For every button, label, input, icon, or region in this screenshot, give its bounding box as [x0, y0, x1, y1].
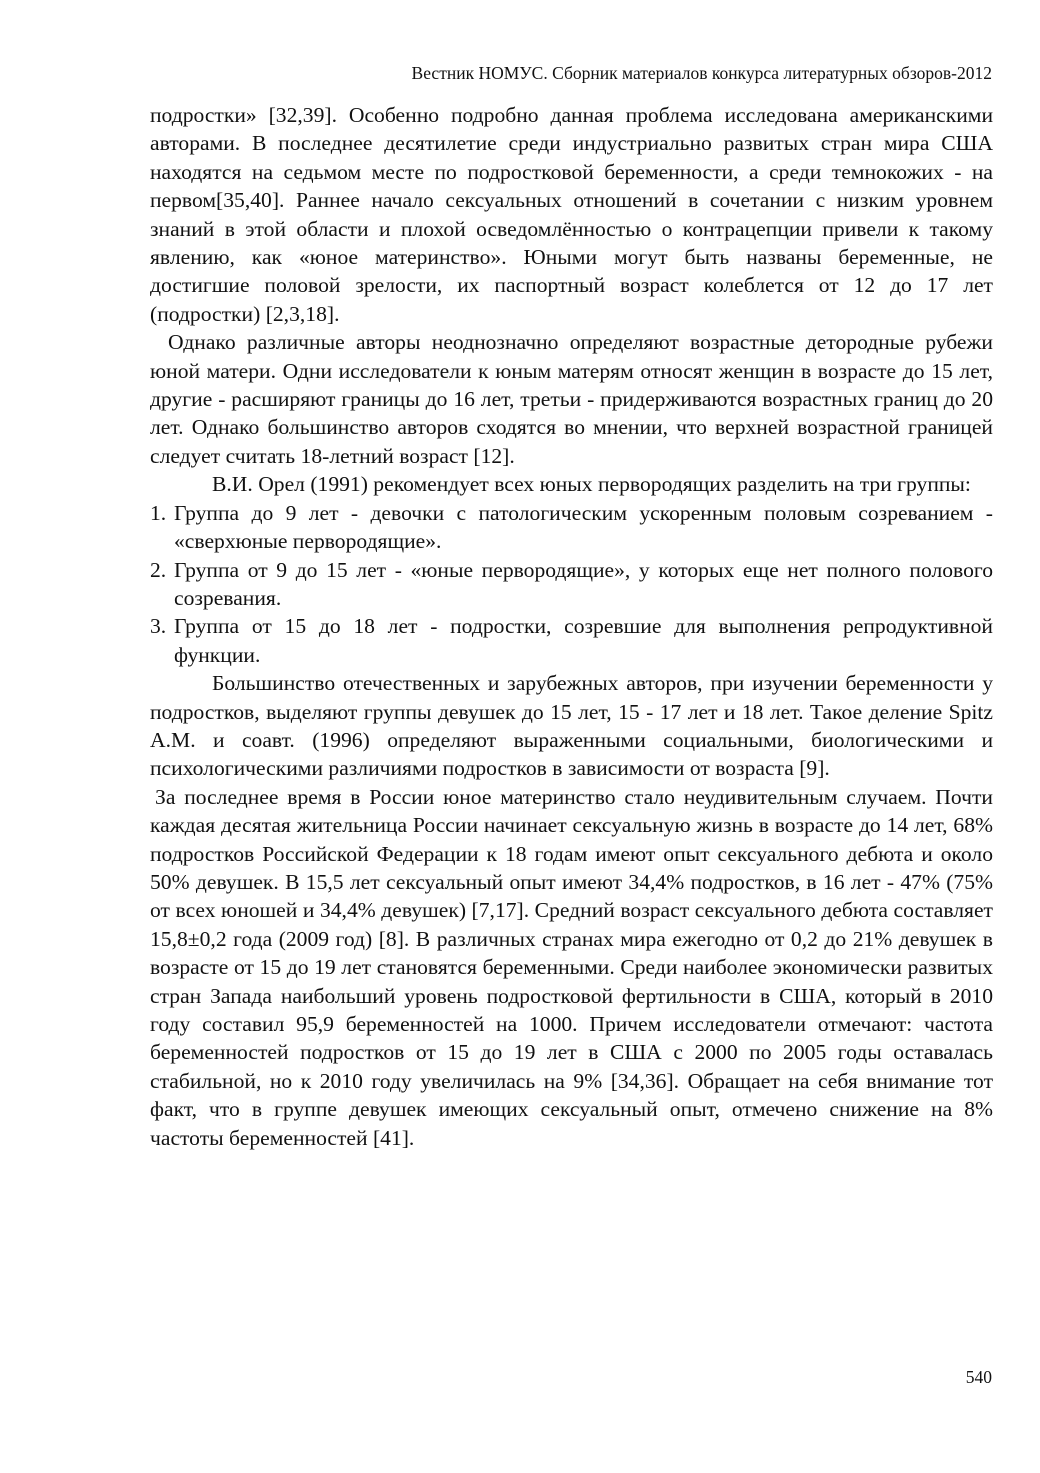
list-item-text: Группа от 15 до 18 лет - подростки, созревшие для выполнения репродуктивной функции.	[174, 614, 993, 667]
paragraph-5: За последнее время в России юное материнство стало неудивительным случаем. Почти каждая десятая жительница России начинает сексуальную жизнь в возрасте до 14 лет, 68% подростков Российской Федерации к 18 годам имеют опыт сексуального дебюта и около 50% девушек. В 15,5 лет сексуальный опыт имеют 34,4% подростков, в 16 лет - 47% (75% от всех юношей и 34,4% девушек) [7,17]. Средний возраст сексуального дебюта составляет 15,8±0,2 года (2009 год) [8]. В различных странах мира ежегодно от 0,2 до 21% девушек в возрасте от 15 до 19 лет становятся беременными. Среди наиболее экономически развитых стран Запада наибольший уровень подростковой фертильности в США, который в 2010 году составил 95,9 беременностей на 1000. Причем исследователи отмечают: частота беременностей подростков от 15 до 19 лет в США с 2000 по 2005 годы оставалась стабильной, но к 2010 году увеличилась на 9% [34,36]. Обращает на себя внимание тот факт, что в группе девушек имеющих сексуальный опыт, отмечено снижение на 8% частоты беременностей [41].	[150, 784, 993, 1150]
age-groups-list	[150, 499, 993, 669]
list-item	[150, 612, 993, 669]
list-item	[150, 499, 993, 556]
list-item-number: 1.	[150, 500, 167, 525]
list-item-number: 3.	[150, 614, 167, 639]
running-header: Вестник НОМУС. Сборник материалов конкурса литературных обзоров-2012	[411, 63, 992, 83]
list-item-text: Группа от 9 до 15 лет - «юные первородящие», у которых еще нет полного полового созревания.	[174, 557, 993, 610]
article-body	[150, 101, 993, 1152]
paragraph-4: Большинство отечественных и зарубежных авторов, при изучении беременности у подростков, выделяют группы девушек до 15 лет, 15 - 17 лет и 18 лет. Такое деление Spitz A.M. и соавт. (1996) определяют выраженными социальными, биологическими и психологическими различиями подростков в зависимости от возраста [9].	[150, 671, 993, 781]
list-item	[150, 556, 993, 613]
paragraph-2: Однако различные авторы неоднозначно определяют возрастные детородные рубежи юной матери. Одни исследователи к юным матерям относят женщин в возрасте до 15 лет, другие - расширяют границы до 16 лет, третьи - придерживаются возрастных границ до 20 лет. Однако большинство авторов сходятся во мнении, что верхней возрастной границей следует считать 18-летний возраст [12].	[150, 330, 993, 468]
paragraph-1: подростки» [32,39]. Особенно подробно данная проблема исследована американскими авторами. В последнее десятилетие среди индустриально развитых стран мира США находятся на седьмом месте по подростковой беременности, а среди темнокожих - на первом[35,40]. Раннее начало сексуальных отношений в сочетании с низким уровнем знаний в этой области и плохой осведомлённостью о контрацепции привели к такому явлению, как «юное материнство». Юными могут быть названы беременные, не достигшие половой зрелости, их паспортный возраст колеблется от 12 до 17 лет (подростки) [2,3,18].	[150, 103, 993, 326]
paragraph-3: В.И. Орел (1991) рекомендует всех юных первородящих разделить на три группы:	[212, 472, 971, 497]
page-number: 540	[965, 1367, 992, 1387]
list-item-text: Группа до 9 лет - девочки с патологическим ускоренным половым созреванием - «сверхюные первородящие».	[174, 500, 993, 554]
list-item-number: 2.	[150, 557, 167, 582]
